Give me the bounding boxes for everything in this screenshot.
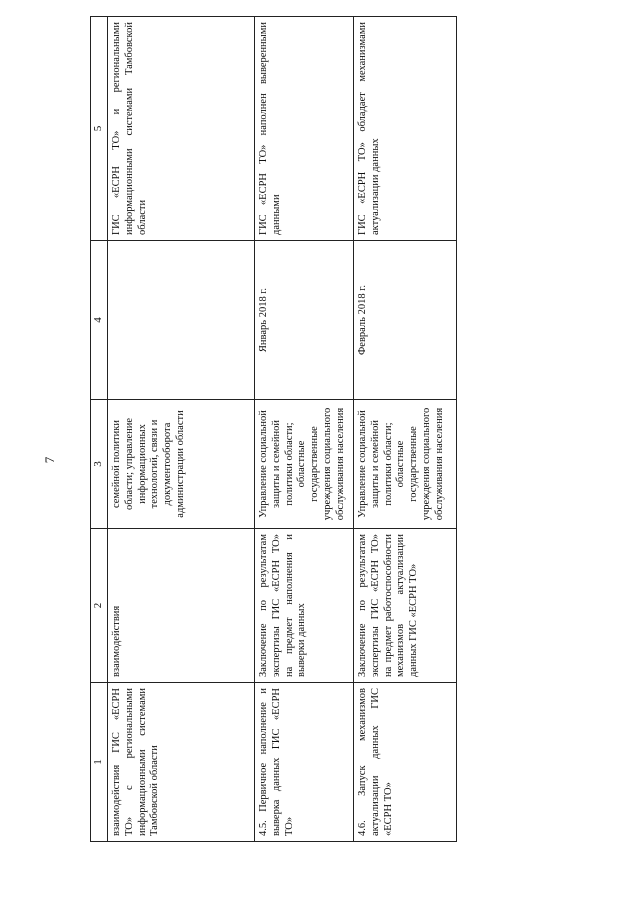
cell-result-document: Заключение по результатам экспертизы ГИС «ЕСРН ТО» на предмет наполнения и выверки данных [255, 529, 354, 683]
cell-responsible: семейной политики области; управление информационных технологий, связи и документооборота администрации области [108, 400, 255, 529]
column-header-1: 1 [91, 683, 108, 842]
page-number: 7 [42, 456, 57, 464]
column-header-2: 2 [91, 529, 108, 683]
cell-responsible: Управление социальной защиты и семейной политики области; областные государственные учреждения социального обслуживания населения [354, 400, 457, 529]
cell-task: взаимодействия ГИС «ЕСРН ТО» с региональными информационными системами Тамбовской области [108, 683, 255, 842]
table-row [354, 17, 457, 842]
cell-responsible: Управление социальной защиты и семейной политики области; областные государственные учреждения социального обслуживания населения [255, 400, 354, 529]
cell-deadline [108, 241, 255, 400]
cell-result-document: взаимодействия [108, 529, 255, 683]
cell-expected-result: ГИС «ЕСРН ТО» обладает механизмами актуализации данных [354, 17, 457, 241]
column-header-5: 5 [91, 17, 108, 241]
header-row [91, 17, 108, 842]
cell-task: 4.5. Первичное наполнение и выверка данных ГИС «ЕСРН ТО» [255, 683, 354, 842]
rotated-table-wrapper [90, 22, 445, 842]
cell-result-document: Заключение по результатам экспертизы ГИС «ЕСРН ТО» на предмет работоспособности механизмов актуализации данных ГИС «ЕСРН ТО» [354, 529, 457, 683]
cell-deadline: Февраль 2018 г. [354, 241, 457, 400]
column-header-3: 3 [91, 400, 108, 529]
cell-task: 4.6. Запуск механизмов актуализации данных ГИС «ЕСРН ТО» [354, 683, 457, 842]
cell-deadline: Январь 2018 г. [255, 241, 354, 400]
table-row [108, 17, 255, 842]
table-container [90, 22, 445, 842]
plan-table [90, 16, 457, 842]
cell-expected-result: ГИС «ЕСРН ТО» наполнен выверенными данными [255, 17, 354, 241]
table-row [255, 17, 354, 842]
column-header-4: 4 [91, 241, 108, 400]
cell-expected-result: ГИС «ЕСРН ТО» и региональными информационными системами Тамбовской области [108, 17, 255, 241]
